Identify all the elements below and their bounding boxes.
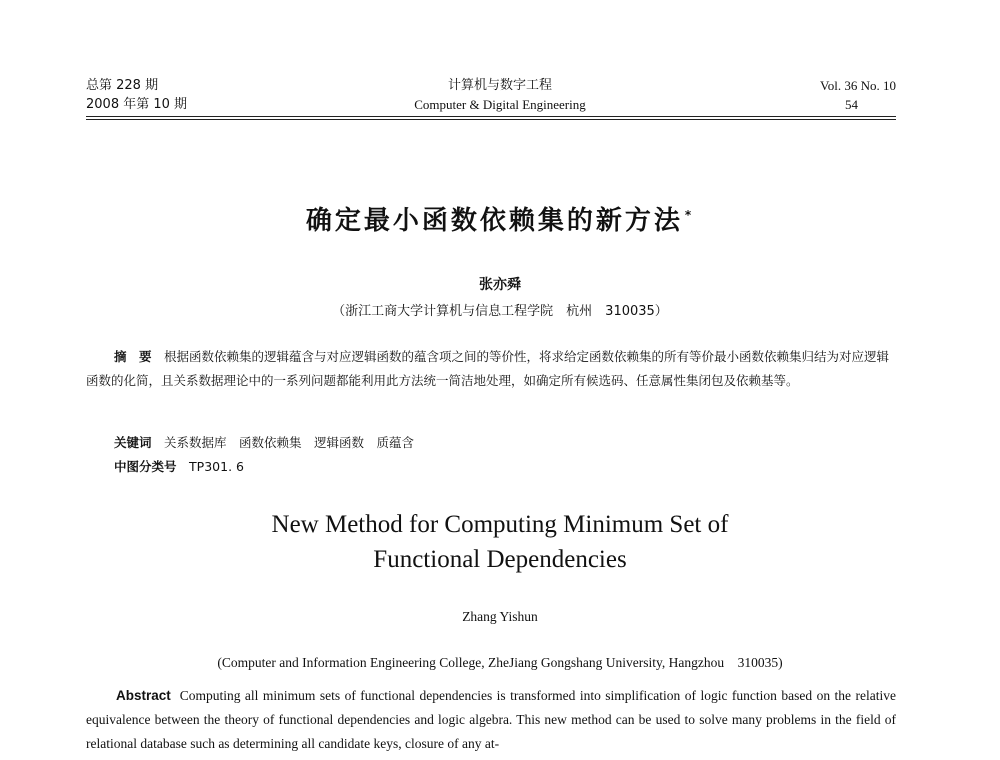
volume-number: Vol. 36 No. 10 xyxy=(820,78,896,93)
title-footnote-mark: * xyxy=(684,208,695,223)
issue-date: 2008 年第 10 期 xyxy=(86,97,188,112)
abstract-en-text: Computing all minimum sets of functional dependencies is transformed into simplification of logic function based on the relative equivalence between the theory of functional dependencies and logic algebra. This new method can be used to solve many problems in the field of relational database such as determining all candidate keys, closure of any at- xyxy=(86,688,896,751)
keywords-cn-label: 关键词 xyxy=(114,435,152,450)
paper-title-cn xyxy=(0,200,1000,237)
issue-number: 总第 228 期 xyxy=(86,78,159,93)
abstract-cn-text: 根据函数依赖集的逻辑蕴含与对应逻辑函数的蕴含项之间的等价性，将求给定函数依赖集的所有等价最小函数依赖集归结为对应逻辑函数的化简，且关系数据理论中的一系列问题都能利用此方法统一简洁地处理，如确定所有候选码、任意属性集闭包及依赖基等。 xyxy=(86,349,890,388)
paper-title-en-line2: Functional Dependencies xyxy=(373,546,627,573)
paper-title-en-line1: New Method for Computing Minimum Set of xyxy=(271,511,729,538)
header-rule-bottom xyxy=(86,119,896,120)
classification-label: 中图分类号 xyxy=(114,459,177,474)
author-cn: 张亦舜 xyxy=(479,277,521,293)
journal-name-en: Computer & Digital Engineering xyxy=(414,97,586,112)
journal-name-cn: 计算机与数字工程 xyxy=(447,78,552,93)
keywords-cn-text: 关系数据库 函数依赖集 逻辑函数 质蕴含 xyxy=(164,435,415,450)
classification-code xyxy=(114,457,244,475)
affiliation-en: (Computer and Information Engineering College, ZheJiang Gongshang University, Hangzhou 310035) xyxy=(217,655,783,670)
classification-text: TP301. 6 xyxy=(189,459,244,474)
keywords-cn xyxy=(114,433,414,451)
header-rule-top xyxy=(86,116,896,117)
page-number: 54 xyxy=(845,97,858,112)
abstract-cn xyxy=(86,345,896,393)
author-en: Zhang Yishun xyxy=(462,609,538,624)
title-cn-text: 确定最小函数依赖集的新方法 xyxy=(305,206,683,236)
abstract-en xyxy=(86,684,896,756)
abstract-cn-label: 摘 要 xyxy=(114,349,152,364)
abstract-en-label: Abstract xyxy=(116,688,171,703)
affiliation-cn: （浙江工商大学计算机与信息工程学院 杭州 310035） xyxy=(332,304,668,319)
